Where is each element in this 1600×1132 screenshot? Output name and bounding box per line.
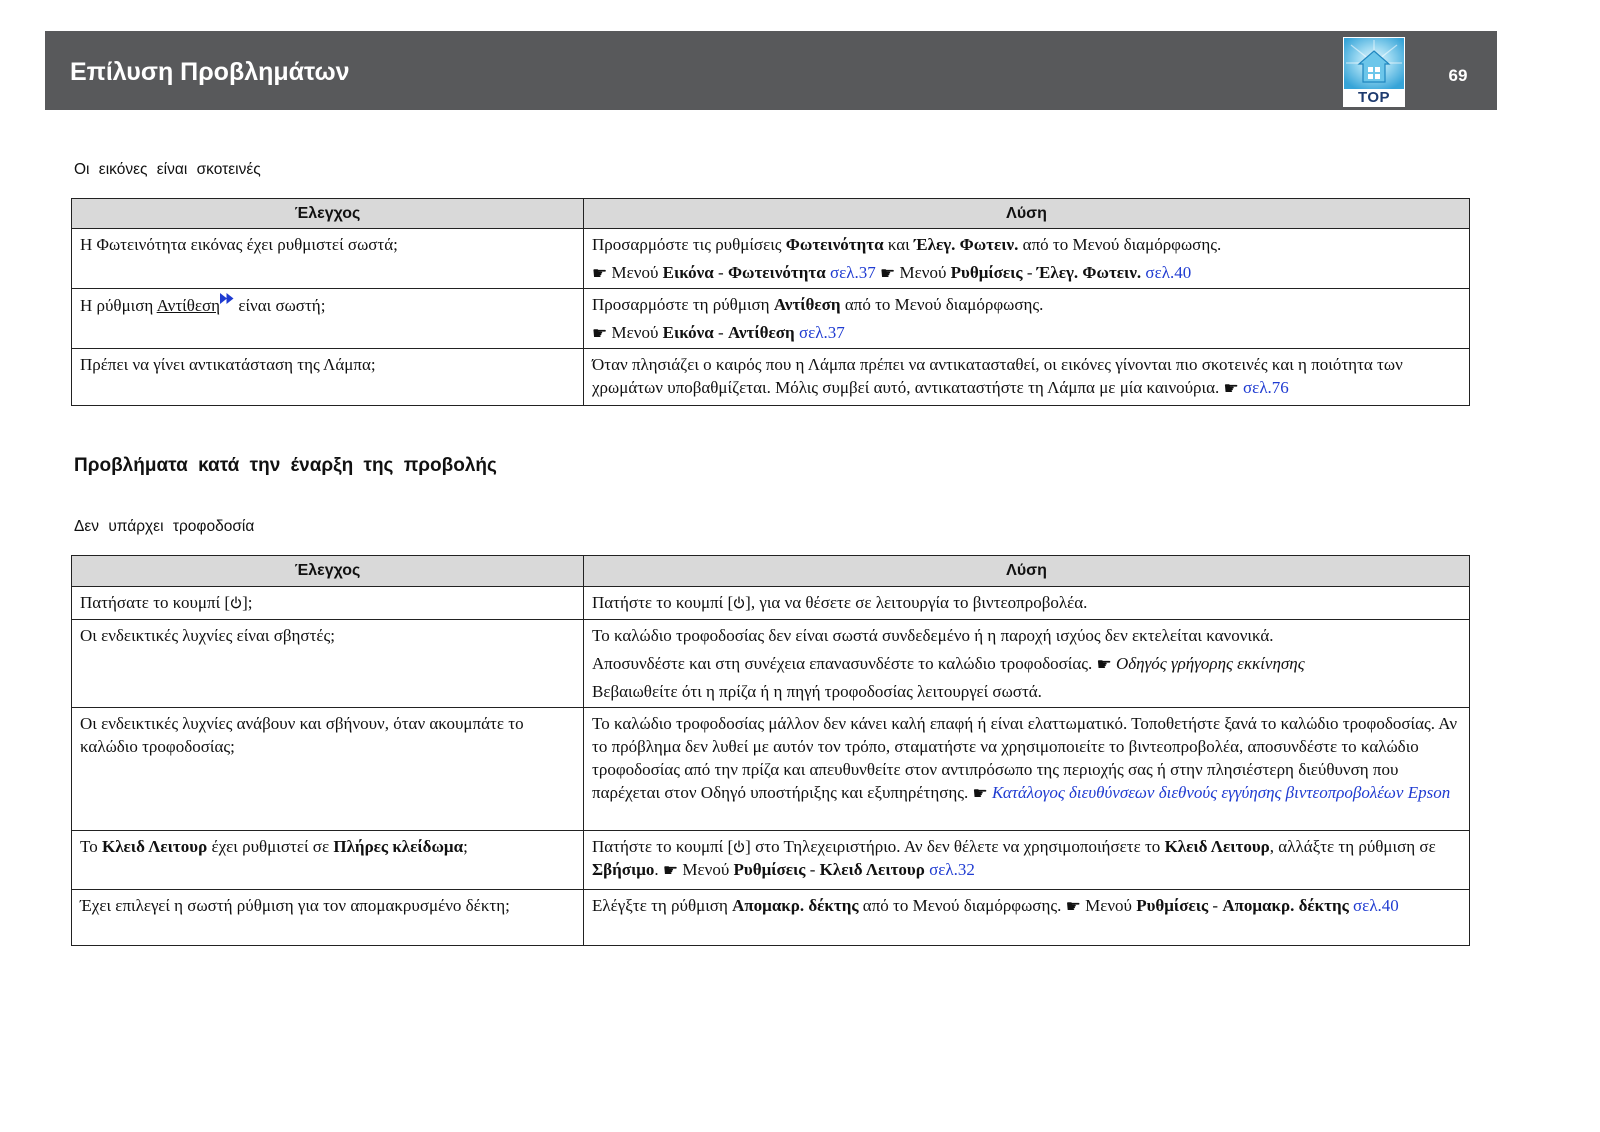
check-cell: [72, 587, 584, 620]
table-row: [72, 831, 1470, 890]
pointing-hand-icon: ☛: [1065, 897, 1081, 917]
text-run: Μενού: [607, 263, 663, 282]
column-header-check: Έλεγχος: [72, 199, 584, 229]
text-run: , αλλάξτε τη ρύθμιση σε: [1269, 837, 1436, 856]
text-run: από το Μενού διαμόρφωσης.: [1018, 235, 1222, 254]
text-run: -: [805, 860, 820, 879]
text-run: ] στο Τηλεχειριστήριο. Αν δεν θέλετε να χρησιμοποιήσετε το: [745, 837, 1165, 856]
setting-name: Σβήσιμο: [592, 860, 655, 879]
power-icon: [230, 593, 242, 612]
solution-cell: [584, 831, 1470, 890]
setting-name: Εικόνα: [662, 263, 714, 282]
solution-cell: [584, 229, 1470, 289]
text-run: Αποσυνδέστε και στη συνέχεια επανασυνδέστε το καλώδιο τροφοδοσίας.: [592, 654, 1097, 673]
solution-cell: [584, 587, 1470, 620]
solution-cell: [584, 620, 1470, 708]
manual-title: Οδηγός γρήγορης εκκίνησης: [1115, 654, 1305, 673]
text-run: Πατήστε το κουμπί [: [592, 837, 734, 856]
cell-paragraph: [80, 353, 575, 376]
troubleshooting-table-no-power: [71, 555, 1470, 946]
cell-paragraph: [592, 321, 1461, 344]
page-ref-link[interactable]: σελ.40: [1145, 263, 1192, 282]
check-cell: [72, 620, 584, 708]
setting-name: Αντίθεση: [727, 323, 795, 342]
text-run: -: [713, 323, 728, 342]
section-heading-startup: Προβλήματα κατά την έναρξη της προβολής: [74, 455, 497, 476]
power-icon: [733, 593, 745, 612]
text-run: Το: [80, 837, 102, 856]
cell-paragraph: [592, 680, 1461, 703]
text-run: Όταν πλησιάζει ο καιρός που η Λάμπα πρέπει να αντικατασταθεί, οι εικόνες γίνονται πιο σκοτεινές και η ποιότητα των χρωμάτων υποβαθμίζεται. Μόλις συμβεί αυτό, αντικαταστήστε τη Λάμπα με μία καινούρια.: [592, 355, 1403, 397]
pointing-hand-icon: ☛: [592, 264, 608, 284]
subheading-no-power: Δεν υπάρχει τροφοδοσία: [74, 518, 255, 535]
text-run: από το Μενού διαμόρφωσης.: [840, 295, 1044, 314]
table-row: [72, 587, 1470, 620]
check-cell: [72, 229, 584, 289]
setting-name: Πλήρες κλείδωμα: [333, 837, 464, 856]
text-run: ;: [463, 837, 468, 856]
table-row: [72, 890, 1470, 946]
setting-name: Κλειδ Λειτουρ: [819, 860, 925, 879]
setting-name: Ρυθμίσεις: [1136, 896, 1209, 915]
text-run: .: [654, 860, 663, 879]
page-title: Επίλυση Προβλημάτων: [70, 58, 350, 86]
text-run: -: [1022, 263, 1037, 282]
setting-name: Έλεγ. Φωτειν.: [1036, 263, 1142, 282]
cell-paragraph: [592, 233, 1461, 256]
top-button-label: TOP: [1357, 89, 1391, 106]
cell-paragraph: [592, 353, 1461, 399]
text-run: Προσαρμόστε τις ρυθμίσεις: [592, 235, 786, 254]
troubleshooting-table-dark-images: [71, 198, 1470, 406]
text-run: Μενού: [607, 323, 663, 342]
column-header-solution: Λύση: [584, 199, 1470, 229]
cell-paragraph: [592, 835, 1461, 881]
text-run: Μενού: [678, 860, 734, 879]
pointing-hand-icon: ☛: [972, 784, 988, 804]
setting-name: Ρυθμίσεις: [950, 263, 1023, 282]
setting-name: Απομακρ. δέκτης: [1222, 896, 1349, 915]
text-run: Πατήστε το κουμπί [: [592, 593, 734, 612]
page-number: 69: [1448, 66, 1468, 85]
setting-name: Φωτεινότητα: [785, 235, 884, 254]
text-run: Η ρύθμιση: [80, 296, 157, 315]
text-run: Προσαρμόστε τη ρύθμιση: [592, 295, 774, 314]
check-cell: [72, 890, 584, 946]
table-row: [72, 708, 1470, 831]
text-run: Ελέγξτε τη ρύθμιση: [592, 896, 733, 915]
cell-paragraph: [592, 293, 1461, 316]
setting-name: Εικόνα: [662, 323, 714, 342]
cell-paragraph: [80, 624, 575, 647]
page-ref-link[interactable]: σελ.40: [1353, 896, 1399, 915]
solution-cell: [584, 890, 1470, 946]
check-cell: [72, 708, 584, 831]
pointing-hand-icon: ☛: [1223, 379, 1239, 399]
cell-paragraph: [592, 712, 1461, 804]
glossary-term[interactable]: Αντίθεση: [156, 296, 221, 315]
subheading-dark-images: Οι εικόνες είναι σκοτεινές: [74, 161, 261, 178]
page-content: [71, 0, 1469, 946]
pointing-hand-icon: ☛: [592, 324, 608, 344]
pointing-hand-icon: ☛: [1096, 655, 1112, 675]
text-run: και: [883, 235, 915, 254]
text-run: Οι ενδεικτικές λυχνίες είναι σβηστές;: [80, 626, 336, 645]
solution-cell: [584, 289, 1470, 349]
cell-paragraph: [592, 591, 1461, 614]
check-cell: [72, 289, 584, 349]
power-icon: [733, 837, 745, 856]
setting-name: Αντίθεση: [773, 295, 841, 314]
text-run: Βεβαιωθείτε ότι η πρίζα ή η πηγή τροφοδοσίας λειτουργεί σωστά.: [592, 682, 1042, 701]
table-header-row: [72, 199, 1470, 229]
cell-paragraph: [80, 835, 575, 858]
text-run: είναι σωστή;: [234, 296, 326, 315]
page-ref-link[interactable]: σελ.76: [1243, 378, 1289, 397]
text-run: -: [1208, 896, 1223, 915]
cell-paragraph: [80, 894, 575, 917]
page-ref-link[interactable]: σελ.32: [929, 860, 975, 879]
page-ref-link[interactable]: σελ.37: [830, 263, 876, 282]
cell-paragraph: [80, 233, 575, 256]
text-run: ], για να θέσετε σε λειτουργία το βιντεοπροβολέα.: [745, 593, 1088, 612]
manual-link[interactable]: Κατάλογος διευθύνσεων διεθνούς εγγύησης βιντεοπροβολέων Epson: [992, 783, 1451, 802]
text-run: έχει ρυθμιστεί σε: [207, 837, 334, 856]
solution-cell: [584, 708, 1470, 831]
table-row: [72, 229, 1470, 289]
check-cell: [72, 831, 584, 890]
cell-paragraph: [592, 894, 1461, 917]
text-run: από το Μενού διαμόρφωσης.: [858, 896, 1066, 915]
cell-paragraph: [592, 261, 1461, 284]
cell-paragraph: [80, 591, 575, 614]
text-run: Πατήσατε το κουμπί [: [80, 593, 231, 612]
cell-paragraph: [80, 293, 575, 317]
table-row: [72, 349, 1470, 406]
table-row: [72, 620, 1470, 708]
setting-name: Ρυθμίσεις: [733, 860, 806, 879]
text-run: Μενού: [895, 263, 951, 282]
text-run: Το καλώδιο τροφοδοσίας μάλλον δεν κάνει καλή επαφή ή είναι ελαττωματικό. Τοποθετήστε ξανά το καλώδιο τροφοδοσίας. Αν το πρόβλημα δεν λυθεί με αυτόν τον τρόπο, σταματήστε να χρησιμοποιείτε το βιντεοπροβολέα, αποσυνδέστε το καλώδιο τροφοδοσίας από την πρίζα και απευθυνθείτε στον αντιπρόσωπο της περιοχής σας ή στην πλησιέστερη διεύθυνση που παρέχεται στον Οδηγό υποστήριξης και εξυπηρέτησης.: [592, 714, 1458, 802]
check-cell: [72, 349, 584, 406]
text-run: Μενού: [1080, 896, 1137, 915]
column-header-solution: Λύση: [584, 556, 1470, 587]
setting-name: Κλειδ Λειτουρ: [101, 837, 208, 856]
text-run: Το καλώδιο τροφοδοσίας δεν είναι σωστά συνδεδεμένο ή η παροχή ισχύος δεν εκτελείται κανονικά.: [592, 626, 1274, 645]
setting-name: Έλεγ. Φωτειν.: [914, 235, 1019, 254]
text-run: Έχει επιλεγεί η σωστή ρύθμιση για τον απομακρυσμένο δέκτη;: [80, 896, 510, 915]
page-ref-link[interactable]: σελ.37: [798, 323, 845, 342]
pointing-hand-icon: ☛: [662, 861, 679, 881]
table-row: [72, 289, 1470, 349]
text-run: Η Φωτεινότητα εικόνας έχει ρυθμιστεί σωστά;: [80, 235, 398, 254]
setting-name: Κλειδ Λειτουρ: [1164, 837, 1270, 856]
glossary-arrow-icon: [220, 296, 234, 315]
text-run: -: [713, 263, 728, 282]
setting-name: Απομακρ. δέκτης: [732, 896, 859, 915]
cell-paragraph: [592, 652, 1461, 675]
cell-paragraph: [80, 712, 575, 758]
cell-paragraph: [592, 624, 1461, 647]
text-run: Οι ενδεικτικές λυχνίες ανάβουν και σβήνουν, όταν ακουμπάτε το καλώδιο τροφοδοσίας;: [80, 714, 524, 756]
text-run: Πρέπει να γίνει αντικατάσταση της Λάμπα;: [80, 355, 376, 374]
solution-cell: [584, 349, 1470, 406]
column-header-check: Έλεγχος: [72, 556, 584, 587]
text-run: ];: [242, 593, 253, 612]
pointing-hand-icon: ☛: [880, 264, 896, 284]
table-header-row: [72, 556, 1470, 587]
setting-name: Φωτεινότητα: [727, 263, 826, 282]
